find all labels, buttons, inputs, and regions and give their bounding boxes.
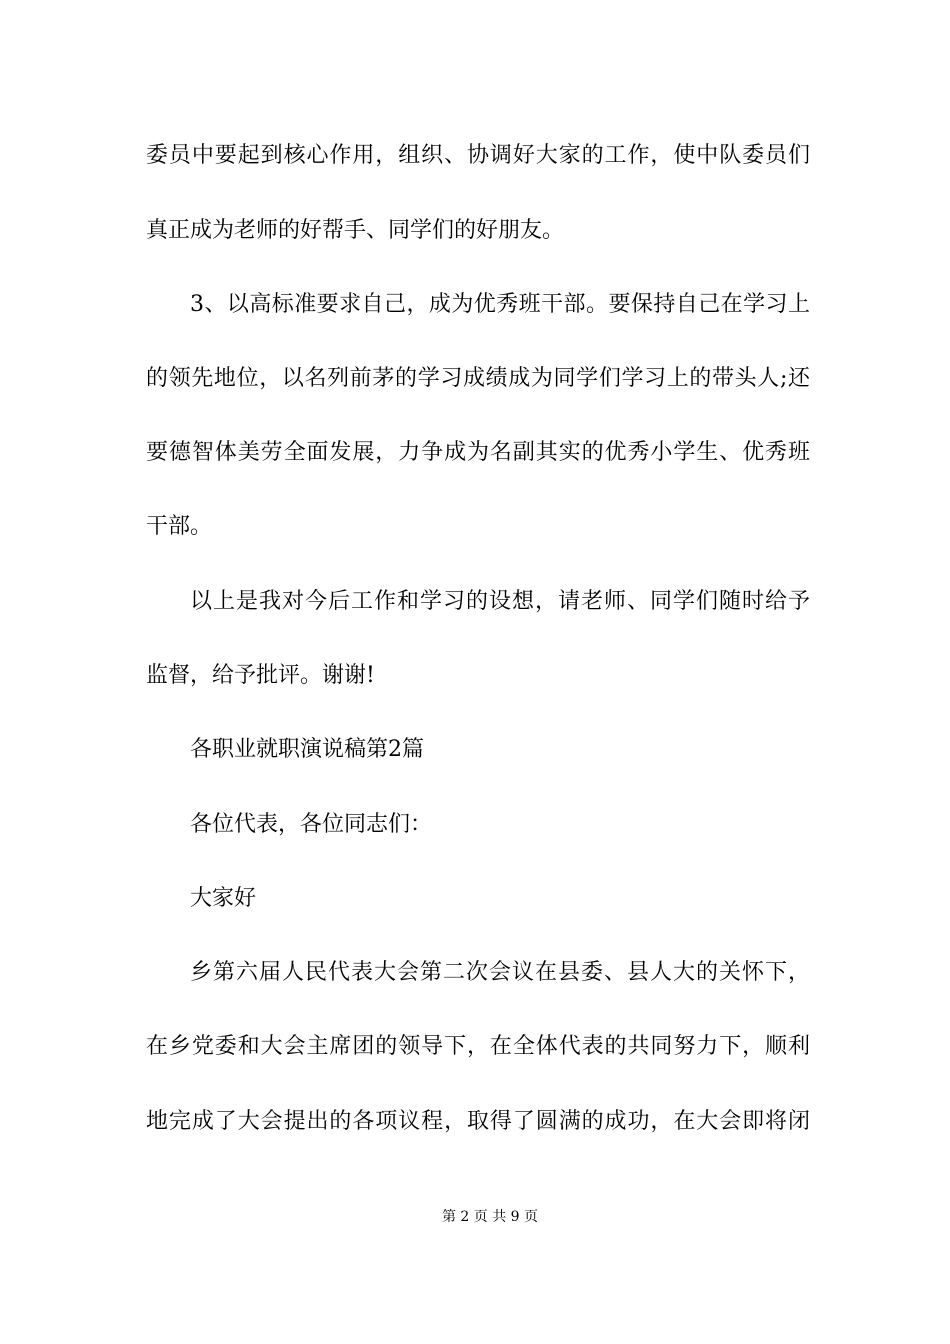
paragraph-line: 监督，给予批评。谢谢! (146, 663, 375, 688)
page-number-footer: 第 2 页 共 9 页 (441, 1209, 539, 1225)
salutation: 各位代表，各位同志们： (190, 812, 433, 837)
paragraph-line: 要德智体美劳全面发展，力争成为名副其实的优秀小学生、优秀班 (146, 440, 810, 465)
paragraph-line: 真正成为老师的好帮手、同学们的好朋友。 (146, 218, 565, 243)
paragraph-line: 的领先地位，以名列前茅的学习成绩成为同学们学习上的带头人;还 (146, 366, 810, 391)
paragraph-line: 委员中要起到核心作用，组织、协调好大家的工作，使中队委员们 (146, 143, 810, 168)
section-heading: 各职业就职演说稿第2篇 (190, 737, 424, 762)
paragraph-line: 乡第六届人民代表大会第二次会议在县委、县人大的关怀下， (190, 960, 810, 985)
paragraph-line: 地完成了大会提出的各项议程，取得了圆满的成功，在大会即将闭 (146, 1109, 810, 1134)
paragraph-line: 干部。 (146, 514, 213, 539)
paragraph-line: 在乡党委和大会主席团的领导下，在全体代表的共同努力下，顺利 (146, 1034, 810, 1059)
paragraph-line: 以上是我对今后工作和学习的设想，请老师、同学们随时给予 (190, 589, 810, 614)
greeting: 大家好 (190, 886, 257, 911)
paragraph-line: 3、以高标准要求自己，成为优秀班干部。要保持自己在学习上 (190, 292, 810, 317)
